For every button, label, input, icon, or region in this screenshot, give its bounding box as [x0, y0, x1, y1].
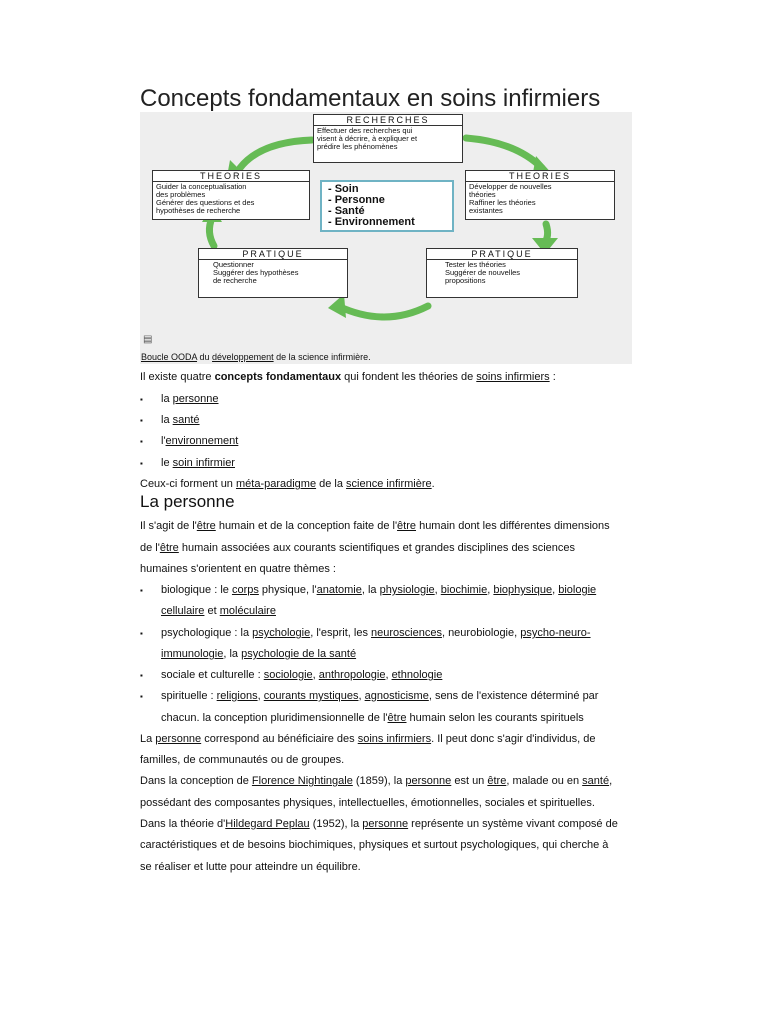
box-recherches — [313, 114, 463, 163]
box-theories-left-body: Guider la conceptualisation des problèmes Générer des questions et des hypothèses de recherche — [156, 182, 255, 215]
link-environnement[interactable]: environnement — [165, 435, 239, 447]
theme-spi-line2: chacun. la conception pluridimensionnelle de l'être humain selon les courants spirituels — [161, 712, 584, 724]
link-etre[interactable]: être — [159, 542, 179, 554]
theme-psy-line2: immunologie, la psychologie de la santé — [161, 648, 357, 660]
list-item: la santé — [161, 414, 200, 426]
link-florence-nightingale[interactable]: Florence Nightingale — [251, 775, 353, 787]
link-agnosticisme[interactable]: agnosticisme — [364, 690, 429, 702]
bullet-icon: ▪ — [140, 459, 143, 468]
link-biophysique[interactable]: biophysique — [493, 584, 553, 596]
theme-spi-line1: spirituelle : religions, courants mystiques, agnosticisme, sens de l'existence déterminé par — [161, 690, 599, 702]
center-item-personne: - Personne — [328, 194, 385, 206]
para1-line3: humaines s'orientent en quatre thèmes : — [140, 563, 336, 575]
diagram-figure — [140, 112, 632, 364]
arrow-bottom — [338, 306, 428, 317]
para1-line1: Il s'agit de l'être humain et de la conception faite de l'être humain dont les différentes dimensions — [140, 520, 610, 532]
caption-link-developpement[interactable]: développement — [212, 352, 274, 362]
caption-link-ooda[interactable]: Boucle OODA — [141, 352, 198, 362]
box-theories-left — [152, 170, 310, 220]
link-science-infirmiere[interactable]: science infirmière — [346, 478, 432, 490]
theme-soc-line: sociale et culturelle : sociologie, anthropologie, ethnologie — [161, 669, 443, 681]
theme-psy-line1: psychologique : la psychologie, l'esprit, les neurosciences, neurobiologie, psycho-neuro- — [161, 627, 591, 639]
link-pni[interactable]: immunologie — [161, 648, 224, 660]
arrow-top-right — [466, 138, 542, 168]
box-theories-right-body: Développer de nouvelles théories Raffiner les théories existantes — [469, 182, 552, 215]
box-pratique-right-body: Tester les théories Suggérer de nouvelles propositions — [445, 260, 521, 285]
center-concepts-box — [320, 180, 454, 232]
meta-line: Ceux-ci forment un méta-paradigme de la science infirmière. — [140, 478, 435, 490]
box-pratique-left — [198, 248, 348, 298]
link-biologie-cellulaire[interactable]: biologie — [558, 584, 597, 596]
link-ethnologie[interactable]: ethnologie — [391, 669, 443, 681]
link-meta-paradigme[interactable]: méta-paradigme — [235, 478, 317, 490]
bullet-icon: ▪ — [140, 692, 143, 701]
link-personne[interactable]: personne — [155, 733, 202, 745]
link-soin-infirmier[interactable]: soin infirmier — [172, 457, 235, 469]
box-theories-right — [465, 170, 615, 220]
link-personne[interactable]: personne — [172, 393, 219, 405]
link-soins-infirmiers[interactable]: soins infirmiers — [357, 733, 432, 745]
box-recherches-header: RECHERCHES — [314, 115, 462, 126]
link-sante[interactable]: santé — [582, 775, 610, 787]
para2-line2: familles, de communautés ou de groupes. — [140, 754, 345, 766]
intro-line: Il existe quatre concepts fondamentaux qui fondent les théories de soins infirmiers : — [140, 371, 556, 383]
link-neurosciences[interactable]: neurosciences — [371, 627, 442, 639]
box-theories-left-header: THEORIES — [153, 171, 309, 182]
link-biochimie[interactable]: biochimie — [440, 584, 488, 596]
link-courants-mystiques[interactable]: courants mystiques — [263, 690, 359, 702]
link-sociologie[interactable]: sociologie — [263, 669, 313, 681]
link-religions[interactable]: religions — [216, 690, 258, 702]
theme-bio-line1: biologique : le corps physique, l'anatomie, la physiologie, biochimie, biophysique, biologie — [161, 584, 597, 596]
para4-line1: Dans la théorie d'Hildegard Peplau (1952), la personne représente un système vivant composé de — [140, 818, 618, 830]
para4-line3: se réaliser et lutte pour atteindre un équilibre. — [140, 861, 361, 873]
center-item-sante: - Santé — [328, 205, 365, 217]
para2-line1: La personne correspond au bénéficiaire des soins infirmiers. Il peut donc s'agir d'individus, de — [140, 733, 596, 745]
bullet-icon: ▪ — [140, 416, 143, 425]
link-psychologie[interactable]: psychologie — [252, 627, 311, 639]
bullet-icon: ▪ — [140, 629, 143, 638]
link-sante[interactable]: santé — [172, 414, 200, 426]
box-pratique-left-body: Questionner Suggérer des hypothèses de recherche — [213, 260, 299, 285]
enlarge-icon[interactable]: ▤ — [143, 334, 153, 345]
theme-bio-line2: cellulaire et moléculaire — [161, 605, 276, 617]
bullet-icon: ▪ — [140, 586, 143, 595]
link-psychologie-sante[interactable]: psychologie de la santé — [241, 648, 357, 660]
bullet-icon: ▪ — [140, 671, 143, 680]
page-title: Concepts fondamentaux en soins infirmiers — [140, 85, 601, 112]
link-etre[interactable]: être — [387, 712, 407, 724]
link-anthropologie[interactable]: anthropologie — [318, 669, 386, 681]
section-title: La personne — [140, 492, 235, 511]
bullet-icon: ▪ — [140, 395, 143, 404]
link-personne[interactable]: personne — [362, 818, 409, 830]
center-item-environnement: - Environnement — [328, 216, 415, 228]
link-corps[interactable]: corps — [231, 584, 259, 596]
figure-caption: Boucle OODA du développement de la science infirmière. — [141, 352, 371, 362]
link-moleculaire[interactable]: moléculaire — [219, 605, 276, 617]
list-item: la personne — [161, 393, 219, 405]
box-pratique-right-header: PRATIQUE — [427, 249, 577, 260]
box-theories-right-header: THEORIES — [466, 171, 614, 182]
link-anatomie[interactable]: anatomie — [316, 584, 362, 596]
bold-concepts: concepts fondamentaux — [214, 371, 342, 383]
para3-line2: possédant des composantes physiques, intellectuelles, émotionnelles, sociales et spirituelles. — [140, 797, 595, 809]
para3-line1: Dans la conception de Florence Nightingale (1859), la personne est un être, malade ou en santé, — [140, 775, 613, 787]
bullet-icon: ▪ — [140, 437, 143, 446]
link-etre[interactable]: être — [487, 775, 507, 787]
link-etre[interactable]: être — [397, 520, 417, 532]
box-recherches-body: Effectuer des recherches qui visent à décrire, à expliquer et prédire les phénomènes — [317, 126, 418, 151]
list-item: l'environnement — [161, 435, 239, 447]
box-pratique-left-header: PRATIQUE — [199, 249, 347, 260]
link-hildegard-peplau[interactable]: Hildegard Peplau — [225, 818, 310, 830]
link-biologie-cellulaire[interactable]: cellulaire — [161, 605, 205, 617]
link-pni[interactable]: psycho-neuro- — [520, 627, 591, 639]
link-personne[interactable]: personne — [405, 775, 452, 787]
link-physiologie[interactable]: physiologie — [379, 584, 435, 596]
para1-line2: de l'être humain associées aux courants scientifiques et grandes disciplines des sciences — [140, 542, 576, 554]
link-soins-infirmiers[interactable]: soins infirmiers — [476, 371, 550, 383]
para4-line2: caractéristiques et de besoins biochimiques, physiques et surtout psychologiques, qui cherche à — [140, 839, 609, 851]
list-item: le soin infirmier — [161, 457, 235, 469]
box-pratique-right — [426, 248, 578, 298]
arrow-left — [209, 218, 214, 246]
center-item-soin: - Soin — [328, 183, 359, 195]
arrow-top-left — [240, 140, 312, 168]
link-etre[interactable]: être — [196, 520, 216, 532]
